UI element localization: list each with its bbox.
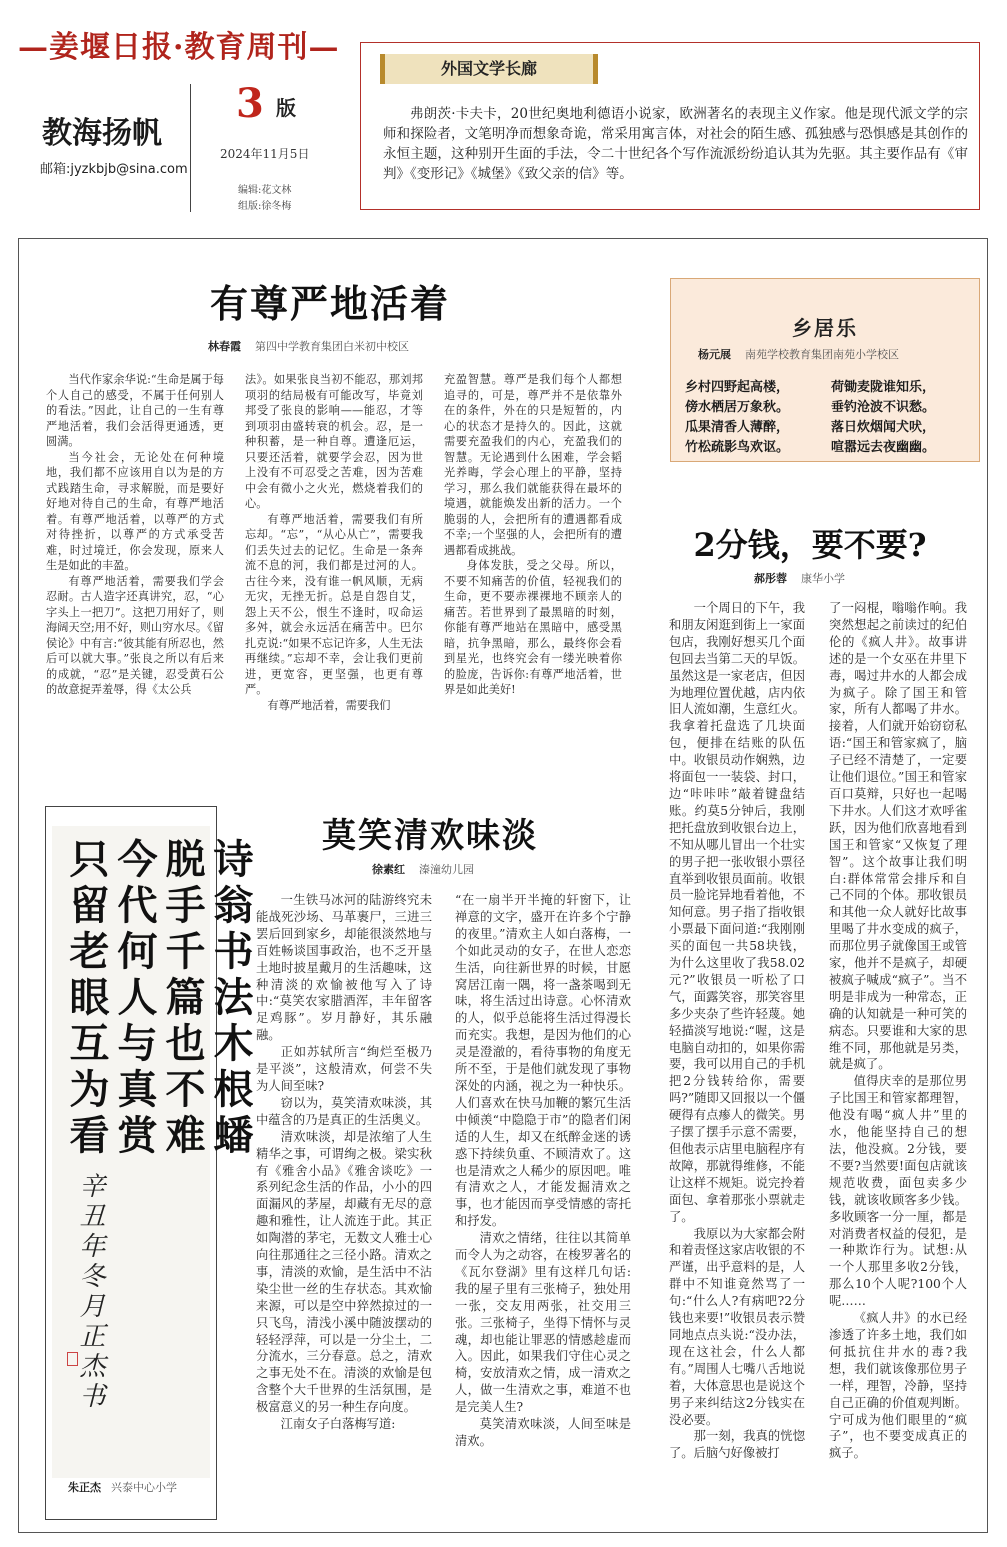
- article3-byline: [754, 570, 845, 586]
- editor: 编辑:花文林: [238, 185, 292, 196]
- article2-column-1: [256, 892, 432, 1433]
- calligraphy-signature: 辛丑年冬月正杰书: [75, 1172, 105, 1412]
- paragraph: 有尊严地活着，需要我们学会忍耐。古人造字还真讲究，忍，“心字头上一把刀”。这把刀用好了，则海阔天空;用不好，则山穷水尽。《留侯论》中有言:“彼其能有所忍也，然后可以就大事。”张良之所以有后来的成就，“忍”是关键，忍受黄石公的故意捉弄羞辱，得《太公兵: [46, 574, 224, 696]
- poem-byline: [698, 346, 899, 362]
- article1-school: 第四中学教育集团白米初中校区: [255, 340, 409, 353]
- poem-line: 喧嚣远去夜幽幽。: [831, 440, 936, 455]
- poem-right-lines: [831, 378, 971, 458]
- paragraph: 莫笑清欢味淡，人间至味是清欢。: [455, 1417, 631, 1448]
- calligraphy-author: 朱正杰: [68, 1481, 101, 1494]
- poem-author: 杨元展: [698, 348, 731, 361]
- page-unit: 版: [276, 96, 296, 120]
- article3-column-1: [669, 600, 805, 1462]
- masthead-title: —姜堰日报·教育周刊—: [18, 30, 340, 65]
- poem-title: 乡居乐: [792, 316, 858, 340]
- calligraphy-school: 兴泰中心小学: [111, 1481, 177, 1494]
- paragraph: 身体发肤，受之父母。所以，不要不知痛苦的价值，轻视我们的生命，更不要赤裸裸地不顾亲人的痛苦。若世界到了最黑暗的时刻，你能有尊严地站在黑暗中，感受黑暗，抗争黑暗，那么，最终你会看到星光，也终究会有一缕光映着你的脸庞，告诉你:有尊严地活着，世界是如此美好!: [444, 559, 622, 696]
- paragraph: 当代作家余华说:“生命是属于每个人自己的感受，不属于任何别人的看法。”因此，让自己的一生有尊严地活着，我们会活得更通透，更圆满。: [46, 373, 224, 448]
- poem-line: 荷锄麦陇谁知乐，: [831, 380, 936, 395]
- paragraph: 有尊严地活着，需要我们有所忘却。“忘”，“从心从亡”，需要我们丢失过去的记忆。生命是一条奔流不息的河，我们都是过河的人。古往今来，没有谁一帆风顺，无病无灾，无挫无折。总是自怨自艾，怨上天不公，恨生不逢时，叹命运多舛，就会永远活在痛苦中。巴尔扎克说:“如果不忘记许多，人生无法再继续。”忘却不幸，会让我们更前进，更宽容，更坚强，也更有尊严。: [245, 512, 423, 696]
- poem-left-lines: [685, 378, 825, 458]
- paragraph: 有尊严地活着，需要我们: [267, 698, 391, 712]
- article1-author: 林春霞: [208, 340, 241, 353]
- article1-column-3: [444, 372, 622, 698]
- article2-school: 溱潼幼儿园: [419, 863, 474, 876]
- calligraphy-credit: [68, 1479, 177, 1495]
- article1-title: 有尊严地活着: [209, 281, 450, 326]
- page-number: 3: [236, 80, 264, 127]
- calligraphy-column-1: 诗翁书法木根蟠: [207, 838, 254, 1160]
- paragraph: 法》。如果张良当初不能忍，那刘邦项羽的结局极有可能改写，毕竟刘邦受了张良的影响——能忍，才等到项羽由盛转衰的机会。忍，是一种积蓄，是一种自尊。遭逢厄运，只要还活着，就要学会忍，因为世上没有不可忍受之苦难，因为苦难中会有微小之火光，燃烧着我们的心。: [245, 373, 423, 510]
- intro-text: 弗朗茨·卡夫卡，20世纪奥地利德语小说家，欧洲著名的表现主义作家。他是现代派文学的宗师和探险者，文笔明净而想象奇诡，常采用寓言体，对社会的陌生感、孤独感与恐惧感是其创作的永恒主题，这种别开生面的手法，令二十世纪各个写作流派纷纷追认其为先驱。其主要作品有《审判》《变形记》《城堡》《致父亲的信》等。: [383, 106, 968, 182]
- poem-line: 傍水栖居万象秋。: [685, 400, 790, 415]
- poem-school: 南苑学校教育集团南苑小学校区: [745, 348, 899, 361]
- calligraphy-column-3: 今代何人与真赏: [111, 838, 158, 1160]
- article2-column-2: [455, 892, 631, 1450]
- paragraph: 值得庆幸的是那位男子比国王和管家都理智，他没有喝“疯人井”里的水，他能坚持自己的想法，他没疯。2分钱，要不要?当然要!面包店就该规范收费，面包卖多少钱，就该收顾客多少钱。多收顾客一分一厘，都是对消费者权益的侵犯，是一种欺诈行为。试想:从一个人那里多收2分钱，那么10个人呢?100个人呢……: [829, 1074, 967, 1309]
- header-divider: [190, 84, 191, 212]
- poem-line: 乡村四野起高楼，: [685, 380, 790, 395]
- paragraph: 正如苏轼所言“绚烂至极乃是平淡”，这般清欢，何尝不失为人间至味?: [256, 1045, 432, 1093]
- article1-column-2: [245, 372, 423, 713]
- article3-school: 康华小学: [801, 572, 845, 585]
- editor-credits: [238, 183, 291, 215]
- paragraph: “在一扇半开半掩的轩窗下，让禅意的文字，盛开在许多个宁静的夜里。”清欢主人如白落梅，一个如此灵动的女子，在世人恋恋生活，向往新世界的时候，甘愿窝居江南一隅，将一盏茶喝到无味，将生活过出诗意。心怀清欢的人，似乎总能将生活过得漫长而充实。我想，是因为他们的心灵是澄澈的，看待事物的角度无所不至，于是他们就发现了事物深处的内涵，视之为一种快乐。人们喜欢在快马加鞭的繁冗生活中倾羡“中隐隐于市”的隐者们闲适的人生，却又在纸醉金迷的诱惑下持续负重、不顾清欢了。这也是清欢之人稀少的原因吧。唯有清欢之人，才能发掘清欢之事，也才能因而享受情感的寄托和抒发。: [455, 893, 631, 1229]
- intro-tag: 外国文学长廊: [380, 54, 598, 84]
- paragraph: 我原以为大家都会附和着责怪这家店收银的不严谨，出乎意料的是，人群中不知谁竟然骂了一句:“什么人?有病吧?2分钱也来要!”收银员表示赞同地点点头说:“没办法，现在这社会，什么人都有。”周围人七嘴八舌地说着，大体意思也是说这个男子来纠结这2分钱实在没必要。: [669, 1226, 805, 1427]
- issue-date: 2024年11月5日: [220, 147, 310, 161]
- layout-editor: 组版:徐冬梅: [238, 201, 292, 212]
- paragraph: 那一刻，我真的恍惚了。后脑勺好像被打: [669, 1429, 805, 1461]
- paragraph: 清欢之情绪，往往以其简单而令人为之动容，在梭罗著名的《瓦尔登湖》里有这样几句话:我的屋子里有三张椅子，独处用一张，交友用两张，社交用三张。三张椅子，坐得下情怀与灵魂，却也能让罪恶的情感趁虚而入。因此，如果我们守住心灵之椅，安放清欢之情，成一清欢之人，做一生清欢之事，难道不也是完美人生?: [455, 1231, 631, 1415]
- article2-title: 莫笑清欢味淡: [322, 816, 538, 856]
- article1-byline: [208, 338, 409, 354]
- email-address: 邮箱:jyzkbjb@sina.com: [40, 162, 188, 177]
- article3-author: 郝彤蓉: [754, 572, 787, 585]
- article1-column-1: [46, 372, 224, 698]
- paragraph: 一生铁马冰河的陆游终究未能战死沙场、马革裹尸，三进三罢后回到家乡，却能很淡然地与百姓畅谈国事政治，也不乏开垦土地时披星戴月的生活趣味，这种清淡的欢愉被他写入了诗中:“莫笑农家腊酒浑，丰年留客足鸡豚”。岁月静好，其乐融融。: [256, 893, 432, 1043]
- article2-byline: [372, 861, 474, 877]
- article3-column-2: [829, 600, 967, 1462]
- paragraph: 了一闷棍，嗡嗡作响。我突然想起之前读过的纪伯伦的《疯人井》。故事讲述的是一个女巫在井里下毒，喝过井水的人都会成为疯子。除了国王和管家，所有人都喝了井水。接着，人们就开始窃窃私语:“国王和管家疯了，脑子已经不清楚了，一定要让他们退位。”国王和管家百口莫辩，只好也一起喝下井水。人们这才欢呼雀跃，因为他们欣喜地看到国王和管家“又恢复了理智”。这个故事让我们明白:群体常常会排斥和自己不同的个体。那收银员和其他一众人就好比故事里喝了井水变成的疯子，而那位男子就像国王或管家，他并不是疯子，却硬被疯子喊成“疯子”。当不明是非成为一种常态，正确的认知就是一种可笑的病态。只要谁和大家的思维不同，那他就是另类，就是疯了。: [829, 601, 967, 1072]
- paragraph: 江南女子白落梅写道:: [280, 1417, 396, 1432]
- column-name: 教海扬帆: [42, 116, 162, 151]
- calligraphy-column-2: 脱手千篇也不难: [159, 838, 206, 1160]
- paragraph: 《疯人井》的水已经渗透了许多土地，我们如何抵抗住井水的毒?我想，我们就该像那位男子一样，理智，冷静，坚持自己正确的价值观判断。宁可成为他们眼里的“疯子”，也不要变成真正的疯子。: [829, 1311, 967, 1461]
- paragraph: 一个周日的下午，我和朋友闲逛到街上一家面包店，我刚好想买几个面包回去当第二天的早饭。虽然这是一家老店，但因为地理位置优越，店内依旧人流如潮，生意红火。我拿着托盘选了几块面包，便排在结账的队伍中。收银员动作娴熟，边将面包一一装袋、封口，边“咔咔咔”敲着键盘结账。约莫5分钟后，我刚把托盘放到收银台边上，不知从哪儿冒出一个壮实的男子把一张收银小票径直举到收银员面前。收银员一脸诧异地看着他，不知何意。男子指了指收银小票最下面问道:“我刚刚买的面包一共58块钱，为什么这里收了我58.02元?”收银员一听松了口气，面露笑容，那笑容里多少夹杂了些许轻蔑。她轻描淡写地说:“喔，这是电脑自动扣的，如果你需要，我可以用自己的手机把2分钱转给你，需要吗?”随即又回报以一个僵硬得有点瘆人的微笑。男子摆了摆手示意不需要，但他表示店里电脑程序有故障，那就得维修，不能让这样不规矩。说完拎着面包、拿着那张小票就走了。: [669, 601, 805, 1224]
- poem-line: 落日炊烟闻犬吠，: [831, 420, 936, 435]
- article3-title: 2分钱，要不要?: [693, 526, 927, 564]
- poem-line: 竹松疏影鸟欢讴。: [685, 440, 790, 455]
- seal-stamp-icon: [67, 1352, 78, 1366]
- article2-author: 徐素红: [372, 863, 405, 876]
- calligraphy-column-4: 只留老眼互为看: [63, 838, 110, 1160]
- paragraph: 充盈智慧。尊严是我们每个人都想追寻的，可是，尊严并不是依靠外在的条件，外在的只是短暂的，内心的状态才是持久的。因此，这就需要充盈我们的内心，充盈我们的智慧。无论遇到什么困难，学会韬光养晦，学会心理上的平静，坚持学习，那么我们就能获得在最坏的境遇，就能焕发出新的活力。一个脆弱的人，会把所有的遭遇都看成不幸;一个坚强的人，会把所有的遭遇都看成挑战。: [444, 373, 622, 557]
- poem-line: 垂钓沧波不识愁。: [831, 400, 936, 415]
- paragraph: 清欢味淡，却是浓缩了人生精华之事，可谓绚之极。梁实秋有《雅舍小品》《雅舍谈吃》一系列纪念生活的作品，小小的四面漏风的茅屋，却藏有无尽的意趣和雅性，让人流连于此。其正如陶潜的茅宅，无数文人雅士心向往那通往之三径小路。清欢之事，清淡的欢愉，是生活中不沾染尘世一丝的生存状态。其欢愉来源，可以是空中猝然掠过的一只飞鸟，清浅小溪中随波摆动的轻轻浮萍，可以是一分尘土，二分流水，三分春意。总之，清欢之事无处不在。清淡的欢愉是包含整个大千世界的生活氛围，是极富意义的另一种生存向度。: [256, 1129, 432, 1415]
- poem-line: 瓜果清香人薄醉，: [685, 420, 790, 435]
- paragraph: 窃以为，莫笑清欢味淡，其中蕴含的乃是真正的生活奥义。: [256, 1095, 432, 1127]
- paragraph: 当今社会，无论处在何种境地，我们都不应该用自以为是的方式践踏生命，寻求解脱，而是要好好地对待自己的生命，有尊严地活着。有尊严地活着，以尊严的方式对待挫折，以尊严的方式承受苦难，时过境迁，你会发现，原来人生是如此的丰盈。: [46, 450, 224, 572]
